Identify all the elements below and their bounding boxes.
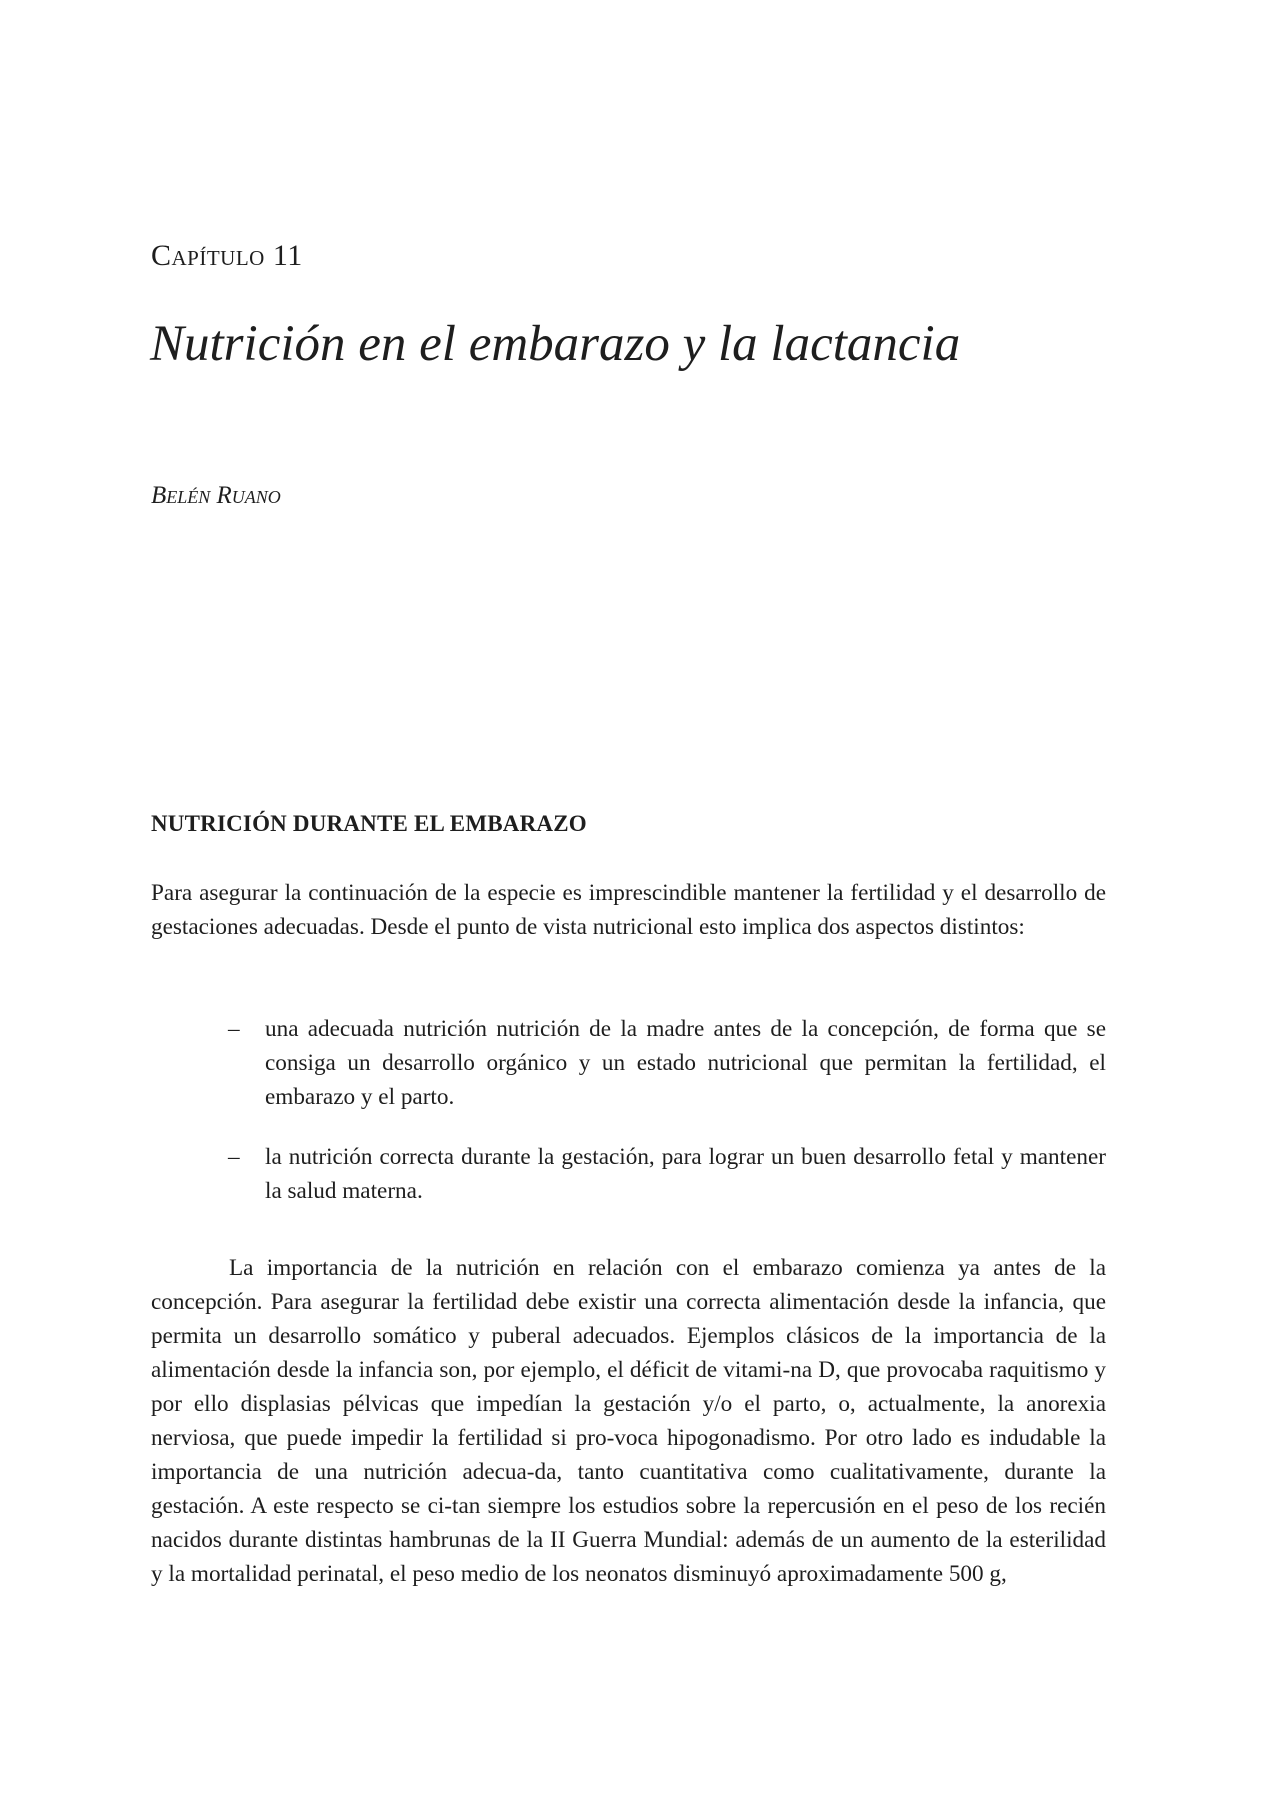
body-paragraph [151, 1251, 1106, 1591]
list-item [228, 1012, 1106, 1114]
aspects-list [228, 1012, 1106, 1234]
list-item-text: una adecuada nutrición nutrición de la madre antes de la concepción, de forma que se consiga un desarrollo orgánico y un estado nutricional que permitan la fertilidad, el embarazo y el parto. [265, 1016, 1106, 1110]
intro-paragraph-text: Para asegurar la continuación de la especie es imprescindible mantener la fertilidad y el desarrollo de gestaciones adecuadas. Desde el punto de vista nutricional esto implica dos aspectos distintos: [151, 880, 1106, 940]
dash-marker: – [228, 1144, 240, 1170]
chapter-title: Nutrición en el embarazo y la lactancia [150, 316, 961, 372]
chapter-author: Belén Ruano [151, 482, 281, 509]
section-heading: NUTRICIÓN DURANTE EL EMBARAZO [151, 811, 587, 836]
list-item [228, 1140, 1106, 1208]
list-item-text: la nutrición correcta durante la gestación, para lograr un buen desarrollo fetal y mantener la salud materna. [265, 1144, 1106, 1204]
intro-paragraph [151, 876, 1106, 944]
chapter-label: Capítulo 11 [151, 239, 303, 272]
body-paragraph-text: La importancia de la nutrición en relación con el embarazo comienza ya antes de la concepción. Para asegurar la fertilidad debe existir una correcta alimentación desde la infancia, que permita un desarrollo somático y puberal adecuados. Ejemplos clásicos de la importancia de la alimentación desde la infancia son, por ejemplo, el déficit de vitami-na D, que provocaba raquitismo y por ello displasias pélvicas que impedían la gestación y/o el parto, o, actualmente, la anorexia nerviosa, que puede impedir la fertilidad si pro-voca hipogonadismo. Por otro lado es indudable la importancia de una nutrición adecua-da, tanto cuantitativa como cualitativamente, durante la gestación. A este respecto se ci-tan siempre los estudios sobre la repercusión en el peso de los recién nacidos durante distintas hambrunas de la II Guerra Mundial: además de un aumento de la esterilidad y la mortalidad perinatal, el peso medio de los neonatos disminuyó aproximadamente 500 g, [151, 1255, 1106, 1587]
dash-marker: – [228, 1016, 240, 1042]
